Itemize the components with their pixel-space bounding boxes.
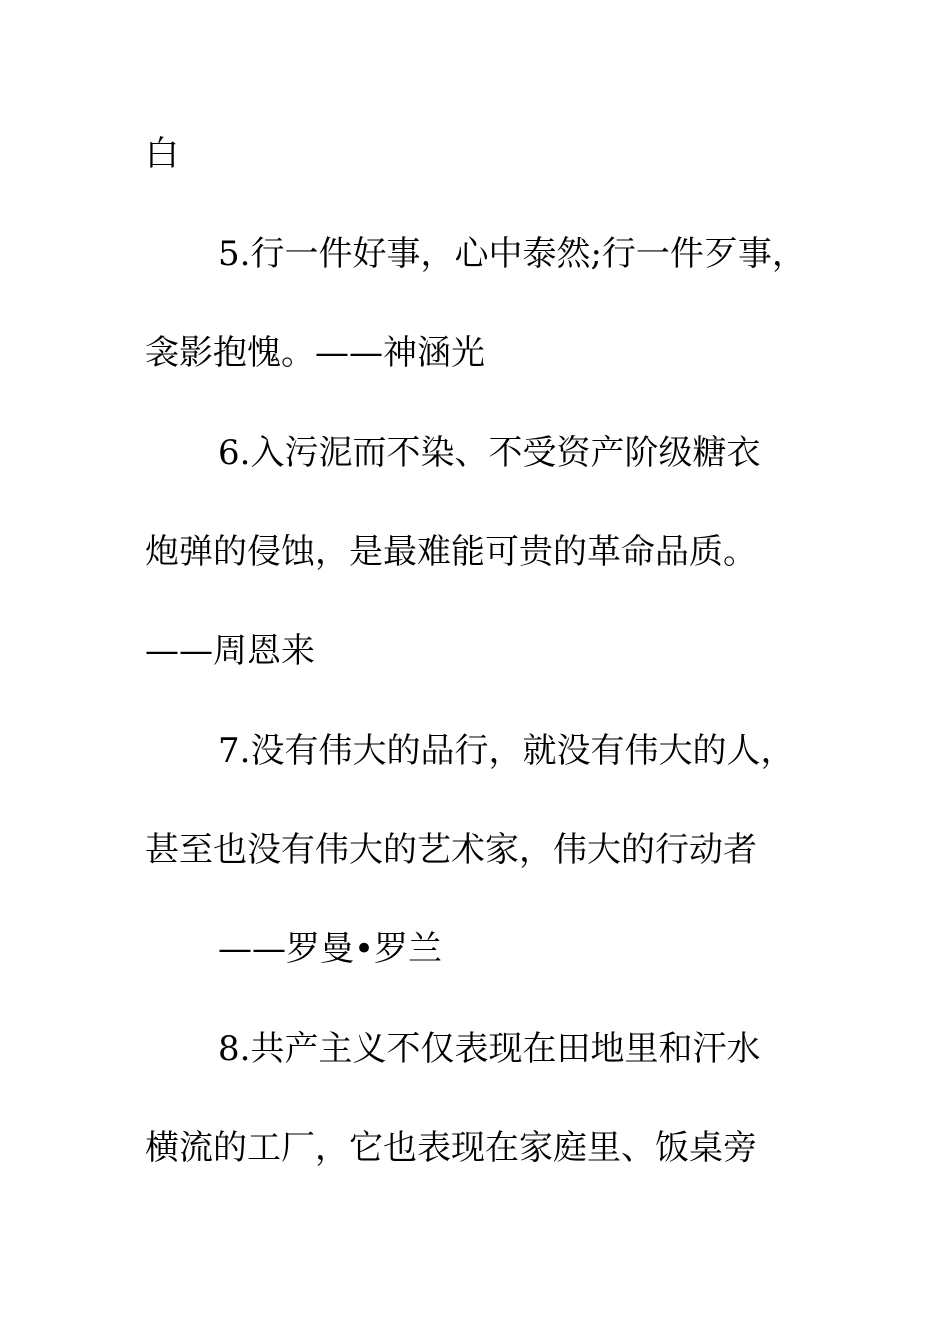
quote-5-line-2: 衾影抱愧。——神涵光 (145, 333, 485, 373)
quote-6-line-2: 炮弹的侵蚀，是最难能可贵的革命品质。 (145, 532, 757, 572)
quote-7-author: ——罗曼•罗兰 (218, 929, 443, 969)
quote-8-line-1: 8.共产主义不仅表现在田地里和汗水 (218, 1029, 761, 1069)
quote-7-line-1: 7.没有伟大的品行，就没有伟大的人， (218, 731, 795, 771)
quote-8-line-2: 横流的工厂，它也表现在家庭里、饭桌旁 (145, 1128, 757, 1168)
quote-7-line-2: 甚至也没有伟大的艺术家，伟大的行动者 (145, 830, 757, 870)
text-line-1: 白 (145, 134, 179, 174)
quote-5-line-1: 5.行一件好事，心中泰然;行一件歹事， (218, 234, 806, 274)
quote-6-author: ——周恩来 (145, 631, 315, 671)
quote-6-line-1: 6.入污泥而不染、不受资产阶级糖衣 (218, 433, 761, 473)
